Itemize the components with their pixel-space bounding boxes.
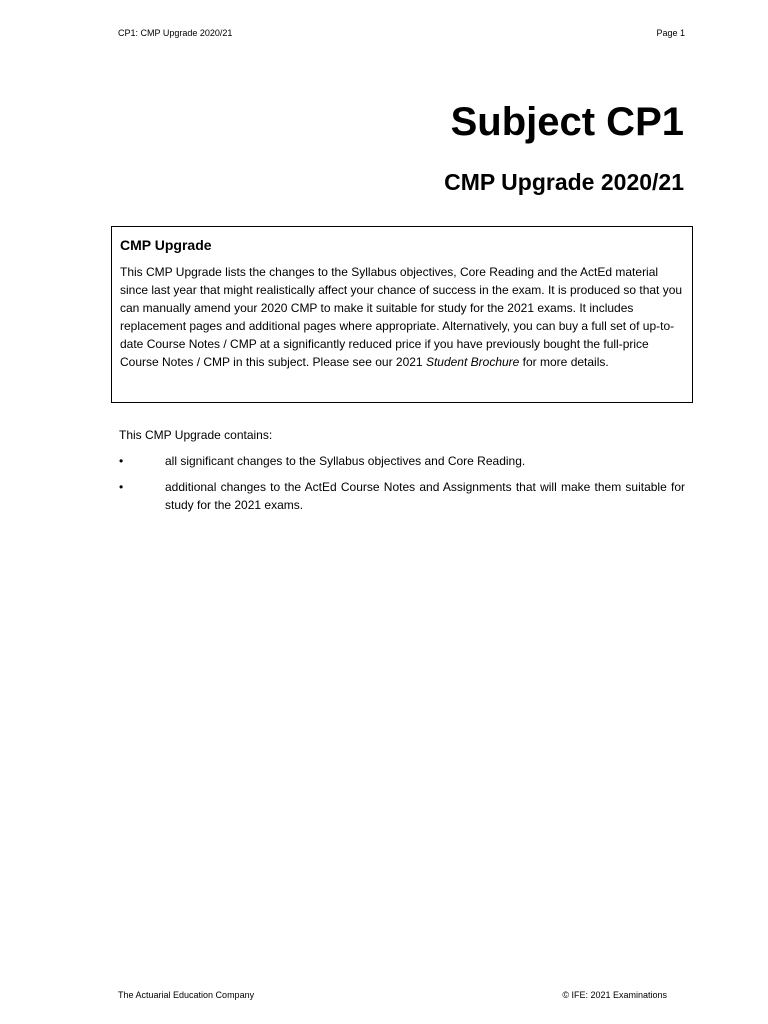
info-box-text-part-1: This CMP Upgrade lists the changes to the Syllabus objectives, Core Reading and the ActEd material since last year that might realistically affect your chance of success in the exam. It is produced so that you can manually amend your 2020 CMP to make it suitable for study for the 2021 exams. It includes replacement pages and additional pages where appropriate. Alternatively, you can buy a full set of up-to-date Course Notes / CMP at a significantly reduced price if you have previously bought the full-price Course Notes / CMP in this subject. Please see our 2021	[120, 265, 683, 369]
cmp-upgrade-info-box	[111, 226, 693, 403]
list-item-text: additional changes to the ActEd Course Notes and Assignments that will make them suitable for study for the 2021 exams.	[165, 480, 685, 512]
page-subtitle: CMP Upgrade 2020/21	[444, 169, 684, 195]
bullet-icon: •	[119, 454, 124, 468]
list-item-text: all significant changes to the Syllabus objectives and Core Reading.	[165, 454, 526, 468]
student-brochure-title: Student Brochure	[425, 355, 520, 369]
running-header	[118, 28, 685, 38]
page-title: Subject CP1	[450, 100, 684, 144]
header-document-label: CP1: CMP Upgrade 2020/21	[118, 28, 233, 38]
info-box-paragraph	[120, 263, 684, 371]
info-box-text-part-2: for more details.	[519, 355, 609, 369]
info-box-heading: CMP Upgrade	[120, 237, 212, 253]
contents-bullet-list	[119, 452, 685, 522]
list-item	[119, 478, 685, 514]
footer-company-name: The Actuarial Education Company	[118, 990, 255, 1000]
bullet-icon: •	[119, 480, 124, 494]
running-footer	[118, 990, 667, 1000]
contents-intro: This CMP Upgrade contains:	[119, 428, 273, 442]
list-item	[119, 452, 685, 470]
footer-copyright: © IFE: 2021 Examinations	[562, 990, 667, 1000]
header-page-number: Page 1	[656, 28, 685, 38]
